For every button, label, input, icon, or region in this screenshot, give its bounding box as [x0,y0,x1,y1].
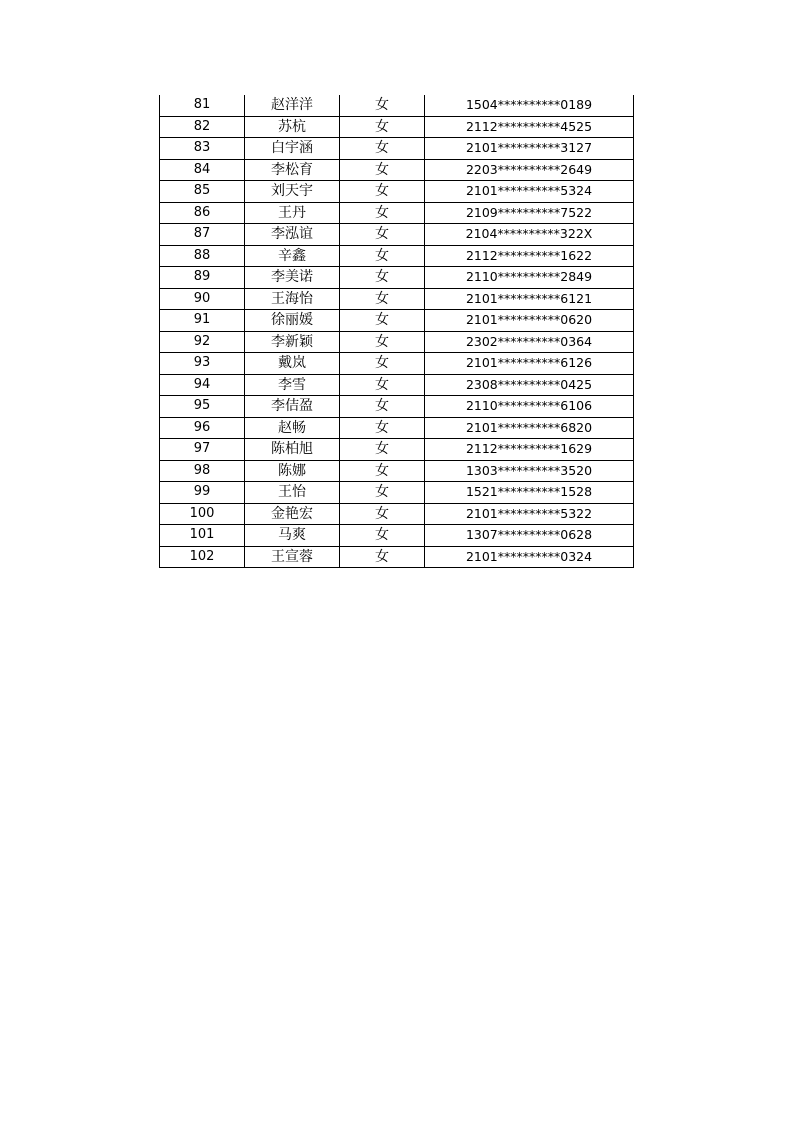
id-number-cell: 2101**********6126 [425,353,634,375]
row-number-cell: 94 [160,374,245,396]
name-cell: 苏杭 [245,116,340,138]
name-cell: 李佶盈 [245,396,340,418]
name-cell: 李新颖 [245,331,340,353]
gender-cell: 女 [340,331,425,353]
row-number-cell: 99 [160,482,245,504]
gender-cell: 女 [340,310,425,332]
row-number-cell: 89 [160,267,245,289]
table-row [160,546,634,568]
name-cell: 李泓谊 [245,224,340,246]
row-number-cell: 84 [160,159,245,181]
row-number-cell: 92 [160,331,245,353]
gender-cell: 女 [340,138,425,160]
table-row [160,417,634,439]
gender-cell: 女 [340,439,425,461]
name-cell: 王宣蓉 [245,546,340,568]
row-number-cell: 98 [160,460,245,482]
row-number-cell: 91 [160,310,245,332]
table-row [160,159,634,181]
id-number-cell: 2112**********4525 [425,116,634,138]
gender-cell: 女 [340,202,425,224]
table-row [160,374,634,396]
row-number-cell: 82 [160,116,245,138]
id-number-cell: 2101**********5322 [425,503,634,525]
name-cell: 赵洋洋 [245,95,340,116]
name-cell: 徐丽媛 [245,310,340,332]
table-row [160,202,634,224]
row-number-cell: 97 [160,439,245,461]
id-number-cell: 2101**********0324 [425,546,634,568]
name-cell: 李美诺 [245,267,340,289]
table-row [160,288,634,310]
gender-cell: 女 [340,159,425,181]
id-number-cell: 1521**********1528 [425,482,634,504]
table-row [160,482,634,504]
id-number-cell: 2109**********7522 [425,202,634,224]
row-number-cell: 85 [160,181,245,203]
name-cell: 金艳宏 [245,503,340,525]
table-row [160,267,634,289]
id-number-cell: 2101**********3127 [425,138,634,160]
id-number-cell: 1307**********0628 [425,525,634,547]
row-number-cell: 90 [160,288,245,310]
gender-cell: 女 [340,353,425,375]
gender-cell: 女 [340,116,425,138]
row-number-cell: 101 [160,525,245,547]
gender-cell: 女 [340,503,425,525]
table-row [160,396,634,418]
roster-table-body [160,95,634,568]
name-cell: 辛鑫 [245,245,340,267]
row-number-cell: 83 [160,138,245,160]
row-number-cell: 96 [160,417,245,439]
row-number-cell: 93 [160,353,245,375]
name-cell: 王怡 [245,482,340,504]
table-row [160,95,634,116]
table-row [160,181,634,203]
row-number-cell: 100 [160,503,245,525]
id-number-cell: 2104**********322X [425,224,634,246]
gender-cell: 女 [340,417,425,439]
name-cell: 王海怡 [245,288,340,310]
id-number-cell: 2110**********6106 [425,396,634,418]
gender-cell: 女 [340,288,425,310]
id-number-cell: 2101**********0620 [425,310,634,332]
gender-cell: 女 [340,224,425,246]
table-row [160,138,634,160]
table-row [160,224,634,246]
name-cell: 王丹 [245,202,340,224]
table-row [160,439,634,461]
gender-cell: 女 [340,267,425,289]
name-cell: 马爽 [245,525,340,547]
id-number-cell: 1504**********0189 [425,95,634,116]
gender-cell: 女 [340,181,425,203]
name-cell: 李松育 [245,159,340,181]
gender-cell: 女 [340,245,425,267]
table-row [160,525,634,547]
table-row [160,310,634,332]
name-cell: 赵畅 [245,417,340,439]
table-row [160,460,634,482]
name-cell: 陈柏旭 [245,439,340,461]
id-number-cell: 2112**********1622 [425,245,634,267]
table-row [160,353,634,375]
name-cell: 李雪 [245,374,340,396]
id-number-cell: 2101**********6820 [425,417,634,439]
id-number-cell: 1303**********3520 [425,460,634,482]
gender-cell: 女 [340,482,425,504]
table-row [160,331,634,353]
id-number-cell: 2308**********0425 [425,374,634,396]
gender-cell: 女 [340,396,425,418]
row-number-cell: 81 [160,95,245,116]
table-row [160,116,634,138]
row-number-cell: 87 [160,224,245,246]
id-number-cell: 2101**********6121 [425,288,634,310]
name-cell: 戴岚 [245,353,340,375]
table-row [160,503,634,525]
name-cell: 白宇涵 [245,138,340,160]
id-number-cell: 2203**********2649 [425,159,634,181]
gender-cell: 女 [340,546,425,568]
row-number-cell: 86 [160,202,245,224]
gender-cell: 女 [340,525,425,547]
id-number-cell: 2110**********2849 [425,267,634,289]
table-row [160,245,634,267]
id-number-cell: 2112**********1629 [425,439,634,461]
id-number-cell: 2302**********0364 [425,331,634,353]
row-number-cell: 95 [160,396,245,418]
name-cell: 陈娜 [245,460,340,482]
row-number-cell: 88 [160,245,245,267]
gender-cell: 女 [340,95,425,116]
name-cell: 刘天宇 [245,181,340,203]
id-number-cell: 2101**********5324 [425,181,634,203]
gender-cell: 女 [340,460,425,482]
roster-table [159,95,634,568]
row-number-cell: 102 [160,546,245,568]
gender-cell: 女 [340,374,425,396]
